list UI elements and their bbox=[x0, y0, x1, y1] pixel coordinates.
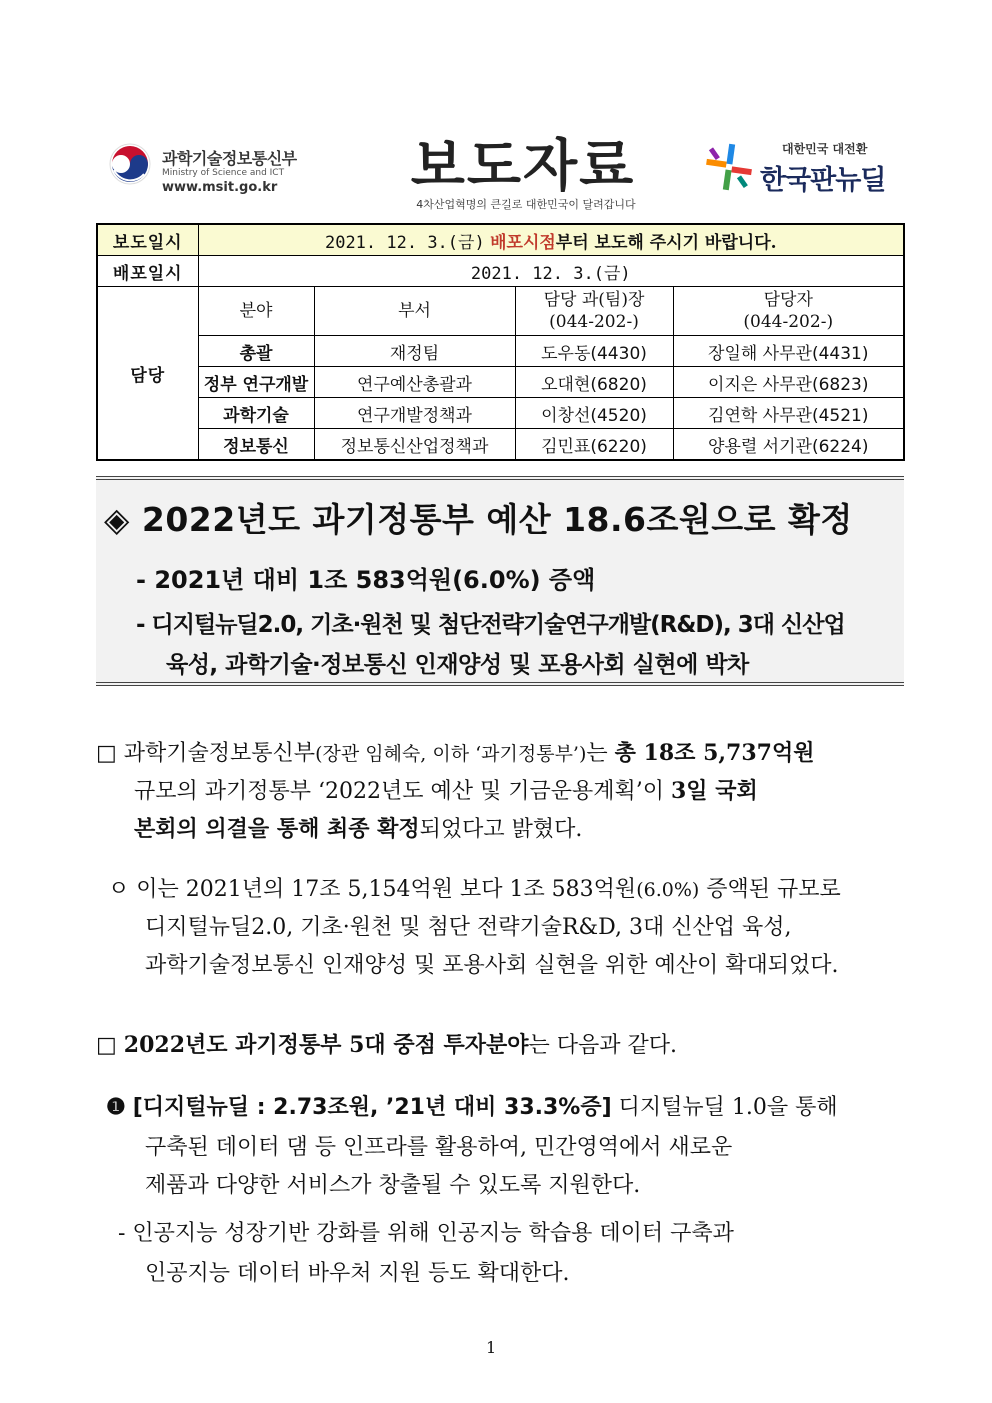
contact-label: 담당 bbox=[97, 287, 198, 461]
release-rest: 부터 보도해 주시기 바랍니다. bbox=[555, 232, 777, 253]
header-staff-line2: (044-202-) bbox=[743, 312, 834, 332]
contact-staff: 장일해 사무관(4431) bbox=[673, 336, 904, 367]
paragraph-4-line-2: 구축된 데이터 댐 등 인프라를 활용하여, 민간영역에서 새로운 bbox=[145, 1135, 733, 1160]
release-value bbox=[198, 224, 904, 256]
paragraph-2-line-1 bbox=[108, 872, 841, 903]
contact-staff: 김연학 사무관(4521) bbox=[673, 398, 904, 429]
header-head-line2: (044-202-) bbox=[549, 312, 639, 332]
paragraph-1-line-3 bbox=[134, 812, 582, 843]
p1-line3-bold: 본회의 의결을 통해 최종 확정 bbox=[134, 816, 420, 842]
headline-sub-3: 육성, 과학기술·정보통신 인재양성 및 포용사회 실현에 박차 bbox=[166, 652, 749, 678]
contact-field: 총괄 bbox=[198, 336, 314, 367]
contact-head: 이창선(4520) bbox=[515, 398, 673, 429]
korean-new-deal-logo bbox=[702, 138, 902, 198]
paragraph-2-line-3: 과학기술정보통신 인재양성 및 포용사회 실현을 위한 예산이 확대되었다. bbox=[145, 953, 839, 978]
paragraph-4-line-1 bbox=[106, 1090, 838, 1121]
p1-line3-text: 되었다고 밝혔다. bbox=[419, 817, 583, 842]
p3-bold: 2022년도 과기정통부 5대 중점 투자분야 bbox=[123, 1032, 529, 1058]
taegeuk-emblem-icon bbox=[108, 142, 152, 186]
numbered-bullet-1-icon: ❶ bbox=[106, 1094, 126, 1120]
headline-sub-1: - 2021년 대비 1조 583억원(6.0%) 증액 bbox=[136, 566, 596, 594]
release-label: 보도일시 bbox=[97, 224, 198, 256]
contact-department: 재정팀 bbox=[314, 336, 515, 367]
p1-line2-text: 규모의 과기정통부 ‘2022년도 예산 및 기금운용계획’이 bbox=[134, 779, 671, 804]
p1-parenthetical: (장관 임혜숙, 이하 ‘과기정통부’) bbox=[315, 743, 587, 765]
paragraph-3 bbox=[96, 1028, 677, 1059]
paragraph-1-line-2 bbox=[134, 774, 758, 805]
contact-row bbox=[97, 398, 904, 429]
release-date: 2021. 12. 3.(금) bbox=[324, 232, 485, 253]
paragraph-1-line-1 bbox=[96, 736, 814, 767]
paragraph-2-line-2: 디지털뉴딜2.0, 기초·원천 및 첨단 전략기술R&D, 3대 신산업 육성, bbox=[145, 915, 792, 940]
contact-row bbox=[97, 429, 904, 461]
p3-bullet: □ bbox=[96, 1033, 124, 1058]
paragraph-4-line-3: 제품과 다양한 서비스가 창출될 수 있도록 지원한다. bbox=[145, 1173, 641, 1198]
contact-head: 도우동(4430) bbox=[515, 336, 673, 367]
p3-text: 는 다음과 같다. bbox=[528, 1033, 677, 1058]
ministry-url: www.msit.go.kr bbox=[162, 180, 278, 195]
p1-prefix: □ 과학기술정보통신부 bbox=[96, 741, 316, 766]
contact-staff: 이지은 사무관(6823) bbox=[673, 367, 904, 398]
header-field: 분야 bbox=[198, 287, 314, 336]
headline-box bbox=[96, 476, 904, 686]
contact-department: 연구예산총괄과 bbox=[314, 367, 515, 398]
contact-header-row bbox=[97, 287, 904, 336]
paragraph-5-line-1: - 인공지능 성장기반 강화를 위해 인공지능 학습용 데이터 구축과 bbox=[118, 1221, 734, 1246]
header-staff bbox=[673, 287, 904, 336]
new-deal-title: 한국판뉴딜 bbox=[760, 165, 886, 196]
ministry-logo bbox=[108, 140, 338, 200]
new-deal-star-icon bbox=[702, 140, 756, 194]
headline-title: ◈ 2022년도 과기정통부 예산 18.6조원으로 확정 bbox=[104, 500, 853, 539]
p2-line1-text: ㅇ 이는 2021년의 17조 5,154억원 보다 1조 583억원 bbox=[108, 877, 637, 902]
header-head-line1: 담당 과(팀)장 bbox=[543, 290, 645, 310]
p1-line2-bold: 3일 국회 bbox=[670, 778, 758, 804]
release-row bbox=[97, 224, 904, 256]
headline-sub-2: - 디지털뉴딜2.0, 기초·원천 및 첨단전략기술연구개발(R&D), 3대 신산업 bbox=[136, 612, 845, 638]
contact-staff: 양용렬 서기관(6224) bbox=[673, 429, 904, 461]
p2-line1-post: 증액된 규모로 bbox=[699, 877, 841, 902]
paragraph-5-line-2: 인공지능 데이터 바우처 지원 등도 확대한다. bbox=[145, 1261, 570, 1286]
contact-row bbox=[97, 367, 904, 398]
press-release-title: 보도자료 bbox=[410, 134, 636, 199]
p1-mid: 는 bbox=[586, 741, 615, 766]
p2-line1-paren: (6.0%) bbox=[636, 879, 700, 901]
contact-department: 정보통신산업정책과 bbox=[314, 429, 515, 461]
ministry-english-name: Ministry of Science and ICT bbox=[162, 168, 285, 178]
distribution-row bbox=[97, 256, 904, 287]
header-staff-line1: 담당자 bbox=[763, 290, 813, 310]
ministry-name: 과학기술정보통신부 bbox=[162, 149, 297, 168]
contact-field: 과학기술 bbox=[198, 398, 314, 429]
page-number: 1 bbox=[486, 1338, 497, 1357]
contact-head: 김민표(6220) bbox=[515, 429, 673, 461]
release-emphasis: 배포시점 bbox=[490, 232, 556, 253]
press-header bbox=[96, 120, 904, 216]
press-info-table bbox=[96, 223, 905, 461]
contact-row bbox=[97, 336, 904, 367]
distribution-label: 배포일시 bbox=[97, 256, 198, 287]
p1-total-budget: 총 18조 5,737억원 bbox=[614, 740, 815, 766]
distribution-date: 2021. 12. 3.(금) bbox=[198, 256, 904, 287]
contact-department: 연구개발정책과 bbox=[314, 398, 515, 429]
contact-field: 정부 연구개발 bbox=[198, 367, 314, 398]
new-deal-subtitle: 대한민국 대전환 bbox=[782, 142, 868, 156]
p4-line1-text: 디지털뉴딜 1.0을 통해 bbox=[611, 1095, 838, 1120]
press-tagline: 4차산업혁명의 큰길로 대한민국이 달려갑니다 bbox=[416, 198, 636, 211]
contact-field: 정보통신 bbox=[198, 429, 314, 461]
p4-heading: [디지털뉴딜 : 2.73조원, ’21년 대비 33.3%증] bbox=[132, 1095, 612, 1120]
header-department: 부서 bbox=[314, 287, 515, 336]
header-head bbox=[515, 287, 673, 336]
contact-head: 오대현(6820) bbox=[515, 367, 673, 398]
